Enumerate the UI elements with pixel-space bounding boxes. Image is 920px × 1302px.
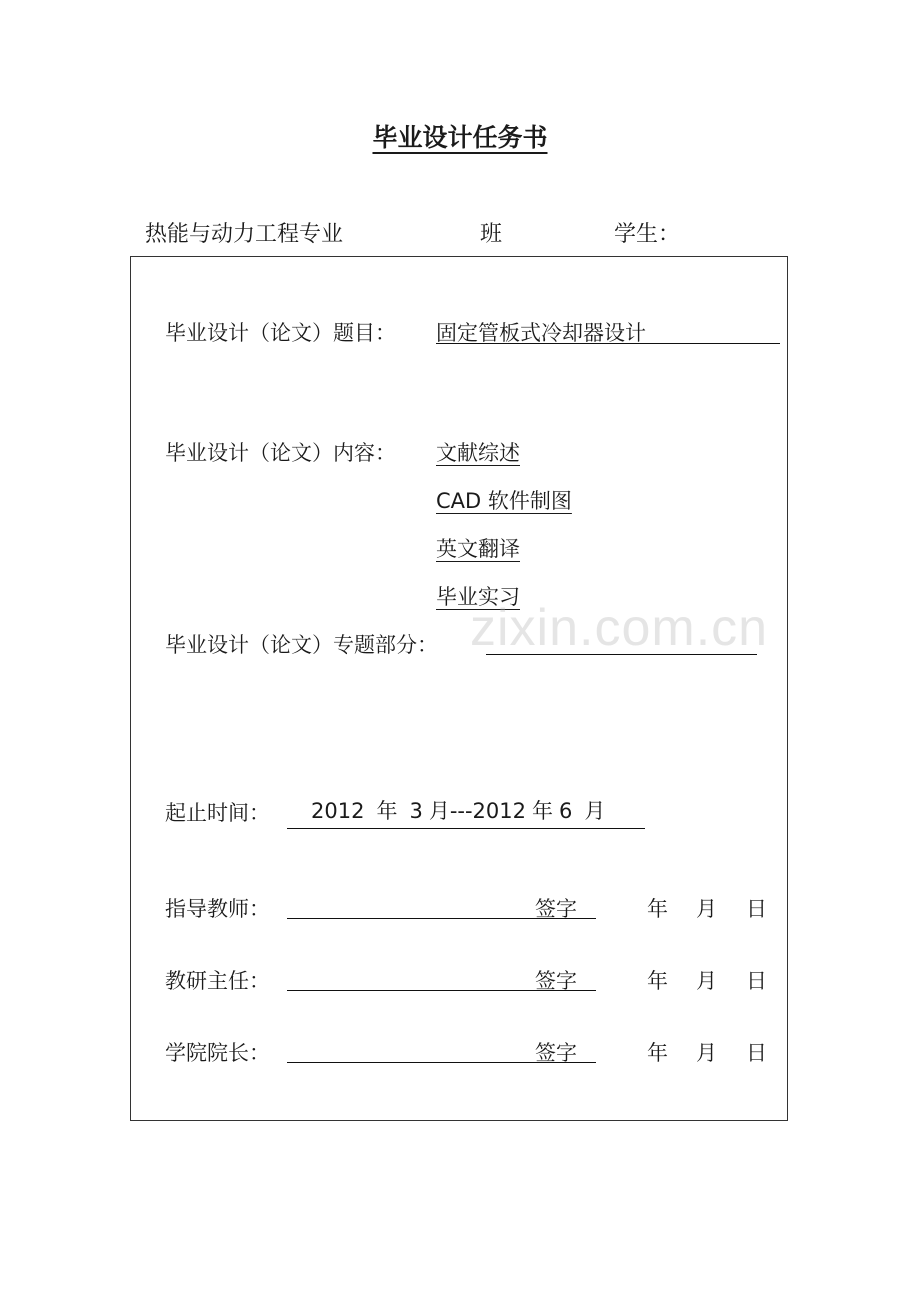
- director-label: 教研主任：: [165, 969, 270, 993]
- dean-sign-label: 签字: [535, 1041, 577, 1065]
- end-month-unit: 月: [584, 799, 606, 823]
- class-label: 班: [480, 222, 503, 247]
- advisor-day: 日: [746, 897, 767, 921]
- advisor-month: 月: [696, 897, 717, 921]
- start-month: 3: [409, 799, 423, 823]
- student-label: 学生：: [614, 222, 681, 247]
- end-month: 6: [559, 799, 573, 823]
- watermark: zixin.com.cn: [470, 599, 769, 657]
- contents-label: 毕业设计（论文）内容：: [165, 441, 396, 465]
- topic-label: 毕业设计（论文）题目：: [165, 321, 396, 345]
- page-title: [0, 118, 920, 154]
- major-label: 热能与动力工程专业: [145, 222, 344, 247]
- page-title-text: 毕业设计任务书: [372, 123, 548, 152]
- director-sign-label: 签字: [535, 969, 577, 993]
- dean-month: 月: [696, 1041, 717, 1065]
- contents-item: 文献综述: [436, 441, 520, 465]
- dean-year: 年: [647, 1041, 668, 1065]
- special-label: 毕业设计（论文）专题部分：: [165, 633, 438, 657]
- topic-value: 固定管板式冷却器设计: [436, 321, 646, 345]
- period-label: 起止时间：: [165, 801, 270, 825]
- advisor-label: 指导教师：: [165, 897, 270, 921]
- advisor-year: 年: [647, 897, 668, 921]
- topic-underline: [436, 343, 780, 344]
- start-year: 2012: [311, 799, 365, 823]
- period-field: [287, 795, 645, 829]
- contents-item: 毕业实习: [436, 585, 520, 609]
- director-month: 月: [696, 969, 717, 993]
- dean-label: 学院院长：: [165, 1041, 270, 1065]
- director-day: 日: [746, 969, 767, 993]
- director-year: 年: [647, 969, 668, 993]
- contents-item: CAD 软件制图: [436, 489, 572, 513]
- contents-item: 英文翻译: [436, 537, 520, 561]
- period-separator: 月---2012: [428, 799, 527, 823]
- dean-day: 日: [746, 1041, 767, 1065]
- special-underline: [486, 654, 757, 655]
- advisor-sign-label: 签字: [535, 897, 577, 921]
- end-year-unit: 年: [532, 799, 554, 823]
- start-year-unit: 年: [376, 799, 398, 823]
